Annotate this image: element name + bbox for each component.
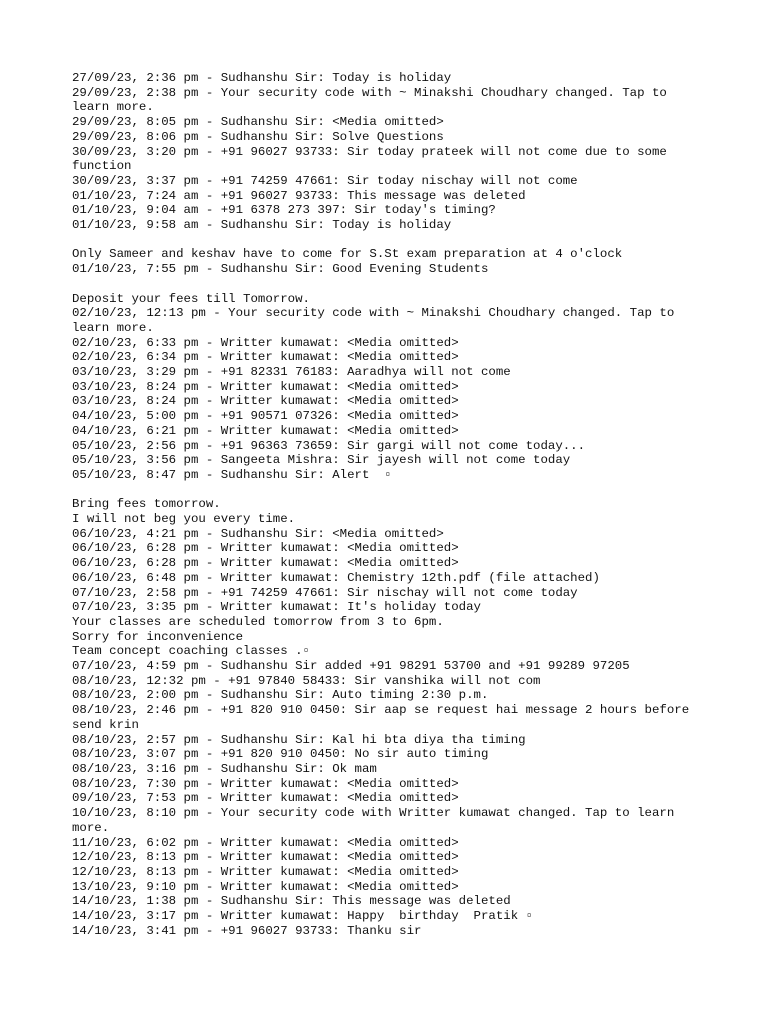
text-line: 05/10/23, 3:56 pm - Sangeeta Mishra: Sir jayesh will not come today — [72, 453, 571, 468]
text-line: 02/10/23, 12:13 pm - Your security code with ~ Minakshi Choudhary changed. Tap to learn more. — [72, 306, 682, 335]
text-line: 05/10/23, 2:56 pm - +91 96363 73659: Sir gargi will not come today... — [72, 438, 586, 453]
text-line: 08/10/23, 7:30 pm - Writter kumawat: <Media omitted> — [72, 776, 459, 791]
text-line: Sorry for inconvenience — [72, 629, 244, 644]
text-line: 04/10/23, 6:21 pm - Writter kumawat: <Media omitted> — [72, 423, 459, 438]
text-line: 30/09/23, 3:20 pm - +91 96027 93733: Sir today prateek will not come due to some function — [72, 144, 675, 174]
text-line: 13/10/23, 9:10 pm - Writter kumawat: <Media omitted> — [72, 879, 459, 894]
text-line: 01/10/23, 7:24 am - +91 96027 93733: This message was deleted — [72, 188, 526, 203]
text-line: 11/10/23, 6:02 pm - Writter kumawat: <Media omitted> — [72, 835, 459, 850]
text-line: 29/09/23, 8:05 pm - Sudhanshu Sir: <Media omitted> — [72, 115, 444, 130]
text-line: 03/10/23, 8:24 pm - Writter kumawat: <Media omitted> — [72, 379, 459, 394]
text-line: 14/10/23, 3:41 pm - +91 96027 93733: Thanku sir — [72, 923, 422, 938]
text-line: 29/09/23, 8:06 pm - Sudhanshu Sir: Solve Questions — [72, 129, 444, 144]
text-line: 06/10/23, 6:28 pm - Writter kumawat: <Media omitted> — [72, 556, 459, 571]
text-line: 27/09/23, 2:36 pm - Sudhanshu Sir: Today is holiday — [72, 71, 452, 85]
text-line: Your classes are scheduled tomorrow from 3 to 6pm. — [72, 614, 444, 629]
text-line: 01/10/23, 9:58 am - Sudhanshu Sir: Today is holiday — [72, 218, 452, 233]
text-line: Only Sameer and keshav have to come for S.St exam preparation at 4 o'clock — [72, 247, 623, 262]
text-line: 02/10/23, 6:33 pm - Writter kumawat: <Media omitted> — [72, 335, 459, 350]
text-line: 09/10/23, 7:53 pm - Writter kumawat: <Media omitted> — [72, 791, 459, 806]
text-line: 04/10/23, 5:00 pm - +91 90571 07326: <Media omitted> — [72, 409, 459, 424]
text-line: 29/09/23, 2:38 pm - Your security code with ~ Minakshi Choudhary changed. Tap to learn more. — [72, 85, 675, 115]
text-line: 10/10/23, 8:10 pm - Your security code with Writter kumawat changed. Tap to learn more. — [72, 806, 682, 835]
text-line: 12/10/23, 8:13 pm - Writter kumawat: <Media omitted> — [72, 850, 459, 865]
text-line: 05/10/23, 8:47 pm - Sudhanshu Sir: Alert ▫ — [72, 467, 392, 482]
text-line: 08/10/23, 2:46 pm - +91 820 910 0450: Sir aap se request hai message 2 hours before send krin — [72, 703, 697, 732]
text-line: 06/10/23, 6:28 pm - Writter kumawat: <Media omitted> — [72, 541, 459, 556]
text-line — [72, 483, 702, 498]
text-line: Team concept coaching classes .▫ — [72, 644, 310, 659]
text-line: 07/10/23, 2:58 pm - +91 74259 47661: Sir nischay will not come today — [72, 585, 578, 600]
text-line: 14/10/23, 3:17 pm - Writter kumawat: Happy birthday Pratik ▫ — [72, 909, 534, 924]
text-line: 01/10/23, 9:04 am - +91 6378 273 397: Sir today's timing? — [72, 203, 496, 218]
text-line: 03/10/23, 8:24 pm - Writter kumawat: <Media omitted> — [72, 394, 459, 409]
text-line: 08/10/23, 3:07 pm - +91 820 910 0450: No sir auto timing — [72, 747, 489, 762]
text-line — [72, 233, 702, 248]
text-line: 07/10/23, 3:35 pm - Writter kumawat: It's holiday today — [72, 600, 481, 615]
text-line: 02/10/23, 6:34 pm - Writter kumawat: <Media omitted> — [72, 350, 459, 365]
text-line: 08/10/23, 12:32 pm - +91 97840 58433: Sir vanshika will not com — [72, 673, 541, 688]
text-line: 06/10/23, 4:21 pm - Sudhanshu Sir: <Media omitted> — [72, 526, 444, 541]
text-line: 07/10/23, 4:59 pm - Sudhanshu Sir added +91 98291 53700 and +91 99289 97205 — [72, 659, 630, 674]
text-line: 12/10/23, 8:13 pm - Writter kumawat: <Media omitted> — [72, 864, 459, 879]
text-line: 08/10/23, 3:16 pm - Sudhanshu Sir: Ok mam — [72, 762, 377, 776]
text-line: 01/10/23, 7:55 pm - Sudhanshu Sir: Good Evening Students — [72, 262, 489, 277]
text-line: 06/10/23, 6:48 pm - Writter kumawat: Chemistry 12th.pdf (file attached) — [72, 570, 600, 585]
text-line: 30/09/23, 3:37 pm - +91 74259 47661: Sir today nischay will not come — [72, 173, 578, 188]
text-line: 08/10/23, 2:57 pm - Sudhanshu Sir: Kal hi bta diya tha timing — [72, 732, 526, 747]
chat-export-text — [72, 71, 702, 938]
text-line: 08/10/23, 2:00 pm - Sudhanshu Sir: Auto timing 2:30 p.m. — [72, 688, 489, 703]
text-line: I will not beg you every time. — [72, 512, 296, 527]
text-line: 03/10/23, 3:29 pm - +91 82331 76183: Aaradhya will not come — [72, 365, 511, 380]
text-line: Deposit your fees till Tomorrow. — [72, 291, 310, 306]
text-line: Bring fees tomorrow. — [72, 497, 221, 512]
text-line: 14/10/23, 1:38 pm - Sudhanshu Sir: This message was deleted — [72, 894, 511, 909]
text-line — [72, 277, 702, 292]
